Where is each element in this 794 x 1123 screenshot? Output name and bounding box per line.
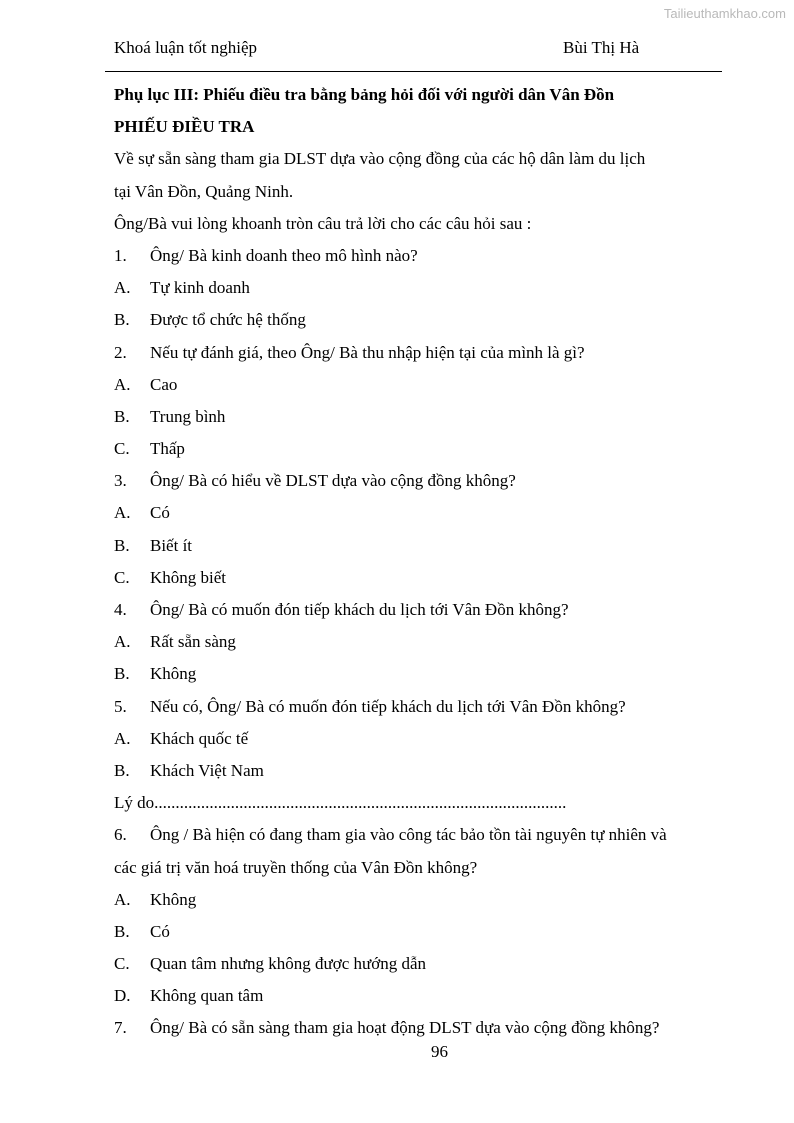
instruction: Ông/Bà vui lòng khoanh tròn câu trả lời cho các câu hỏi sau : xyxy=(114,213,532,233)
appendix-title: Phụ lục III: Phiếu điều tra bằng bảng hỏi đối với người dân Vân Đồn xyxy=(114,85,615,104)
reason-line: Lý do................................................................................................. xyxy=(114,793,567,813)
option-letter: A. xyxy=(114,728,131,748)
option-2c xyxy=(114,433,720,465)
question-text: Ông/ Bà có muốn đón tiếp khách du lịch tới Vân Đồn không? xyxy=(150,600,569,619)
option-5b xyxy=(114,755,720,787)
question-number: 6. xyxy=(114,825,127,845)
question-number: 3. xyxy=(114,471,127,491)
header-divider xyxy=(105,71,722,72)
option-4a xyxy=(114,626,720,658)
question-5 xyxy=(114,691,720,723)
option-2a xyxy=(114,369,720,401)
question-text: Ông/ Bà có hiểu về DLST dựa vào cộng đồng không? xyxy=(150,471,516,491)
option-letter: D. xyxy=(114,986,131,1006)
header-thesis-title: Khoá luận tốt nghiệp xyxy=(114,38,258,57)
question-text: Ông / Bà hiện có đang tham gia vào công tác bảo tồn tài nguyên tự nhiên và xyxy=(150,825,667,845)
option-text: Rất sẵn sàng xyxy=(150,632,236,652)
option-letter: C. xyxy=(114,439,130,459)
option-text: Không biết xyxy=(150,567,227,587)
option-letter: A. xyxy=(114,503,131,523)
option-6c xyxy=(114,948,720,980)
option-5a xyxy=(114,723,720,755)
option-text: Có xyxy=(150,503,170,523)
option-letter: B. xyxy=(114,310,130,330)
question-number: 1. xyxy=(114,245,127,265)
question-6-continued: các giá trị văn hoá truyền thống của Vân Đồn không? xyxy=(114,857,478,877)
option-text: Không xyxy=(150,664,197,684)
question-number: 5. xyxy=(114,696,127,716)
question-text: Ông/ Bà có sẵn sàng tham gia hoạt động DLST dựa vào cộng đồng không? xyxy=(150,1018,660,1038)
option-1a xyxy=(114,272,720,304)
question-number: 2. xyxy=(114,342,127,362)
question-3 xyxy=(114,465,720,497)
question-6 xyxy=(114,819,720,851)
question-text: Nếu có, Ông/ Bà có muốn đón tiếp khách du lịch tới Vân Đồn không? xyxy=(150,696,626,716)
question-text: Ông/ Bà kinh doanh theo mô hình nào? xyxy=(150,245,418,265)
question-2 xyxy=(114,337,720,369)
option-3b xyxy=(114,530,720,562)
option-6d xyxy=(114,980,720,1012)
option-letter: B. xyxy=(114,535,130,555)
option-3a xyxy=(114,497,720,529)
option-letter: B. xyxy=(114,921,130,941)
option-letter: C. xyxy=(114,567,130,587)
option-letter: B. xyxy=(114,664,130,684)
page-number: 96 xyxy=(431,1042,448,1061)
question-text: Nếu tự đánh giá, theo Ông/ Bà thu nhập hiện tại của mình là gì? xyxy=(150,342,585,362)
option-letter: A. xyxy=(114,278,131,298)
intro-line-2: tại Vân Đồn, Quảng Ninh. xyxy=(114,181,294,201)
option-text: Không quan tâm xyxy=(150,986,264,1006)
option-text: Khách Việt Nam xyxy=(150,760,264,780)
question-4 xyxy=(114,594,720,626)
option-text: Biết ít xyxy=(150,535,193,555)
watermark: Tailieuthamkhao.com xyxy=(663,6,786,21)
header-author: Bùi Thị Hà xyxy=(563,38,640,57)
option-letter: B. xyxy=(114,406,130,426)
option-letter: B. xyxy=(114,760,130,780)
form-title: PHIẾU ĐIỀU TRA xyxy=(114,117,255,137)
option-text: Tự kinh doanh xyxy=(150,278,250,298)
option-letter: C. xyxy=(114,954,130,974)
option-1b xyxy=(114,304,720,336)
question-number: 4. xyxy=(114,600,127,619)
intro-line-1: Về sự sẵn sàng tham gia DLST dựa vào cộng đồng của các hộ dân làm du lịch xyxy=(114,149,646,169)
option-6a xyxy=(114,884,720,916)
option-4b xyxy=(114,658,720,690)
option-letter: A. xyxy=(114,374,131,394)
option-text: Cao xyxy=(150,374,178,394)
option-text: Khách quốc tế xyxy=(150,728,249,748)
option-text: Trung bình xyxy=(150,406,226,426)
option-3c xyxy=(114,562,720,594)
option-6b xyxy=(114,916,720,948)
question-1 xyxy=(114,240,720,272)
document-body xyxy=(114,79,720,1045)
question-number: 7. xyxy=(114,1018,127,1038)
option-letter: A. xyxy=(114,889,131,909)
question-7 xyxy=(114,1012,720,1044)
option-text: Không xyxy=(150,889,197,909)
option-text: Có xyxy=(150,921,170,941)
option-letter: A. xyxy=(114,632,131,652)
option-text: Thấp xyxy=(150,439,185,459)
option-2b xyxy=(114,401,720,433)
option-text: Được tổ chức hệ thống xyxy=(150,310,306,330)
option-text: Quan tâm nhưng không được hướng dẫn xyxy=(150,954,427,974)
